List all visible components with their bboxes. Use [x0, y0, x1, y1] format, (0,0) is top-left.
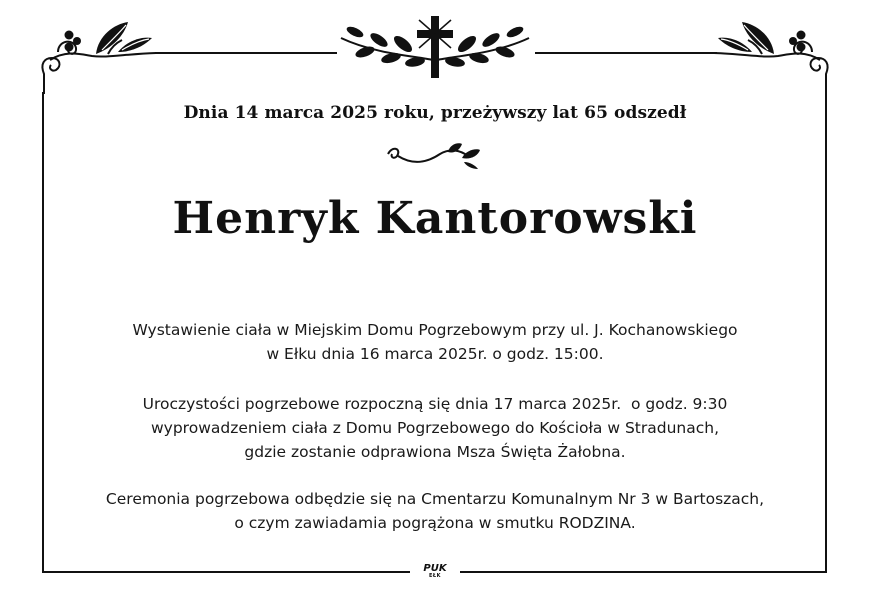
frame-right-border — [825, 92, 827, 573]
viewing-paragraph — [60, 318, 810, 366]
frame-left-border — [42, 92, 44, 573]
frame-top-border-left — [155, 52, 337, 54]
logo-sub-text: EŁK — [428, 573, 441, 579]
funeral-home-logo — [412, 564, 458, 579]
corner-flourish-icon — [710, 14, 834, 94]
cross-with-laurel-ornament — [335, 12, 535, 82]
frame-bottom-border-right — [460, 571, 827, 573]
leaf-sprig-icon — [384, 142, 486, 170]
cross-icon — [417, 16, 453, 78]
burial-paragraph — [60, 487, 810, 535]
ceremony-line: gdzie zostanie odprawiona Msza Święta Żałobna. — [244, 443, 626, 461]
ceremony-paragraph — [60, 392, 810, 464]
burial-line: o czym zawiadamia pogrążona w smutku RODZINA. — [234, 514, 636, 532]
corner-flourish-icon — [36, 14, 160, 94]
ceremony-line: wyprowadzeniem ciała z Domu Pogrzebowego do Kościoła w Stradunach, — [150, 419, 719, 437]
viewing-line: w Ełku dnia 16 marca 2025r. o godz. 15:00. — [266, 345, 604, 363]
logo-main-text: PUK — [423, 563, 447, 574]
ceremony-line: Uroczystości pogrzebowe rozpoczną się dnia 17 marca 2025r. o godz. 9:30 — [142, 395, 728, 413]
frame-bottom-border-left — [42, 571, 410, 573]
frame-top-border-right — [535, 52, 717, 54]
deceased-name: Henryk Kantorowski — [172, 193, 698, 244]
intro-line: Dnia 14 marca 2025 roku, przeżywszy lat 65 odszedł — [183, 103, 687, 123]
viewing-line: Wystawienie ciała w Miejskim Domu Pogrzebowym przy ul. J. Kochanowskiego — [132, 321, 738, 339]
burial-line: Ceremonia pogrzebowa odbędzie się na Cmentarzu Komunalnym Nr 3 w Bartoszach, — [105, 490, 765, 508]
